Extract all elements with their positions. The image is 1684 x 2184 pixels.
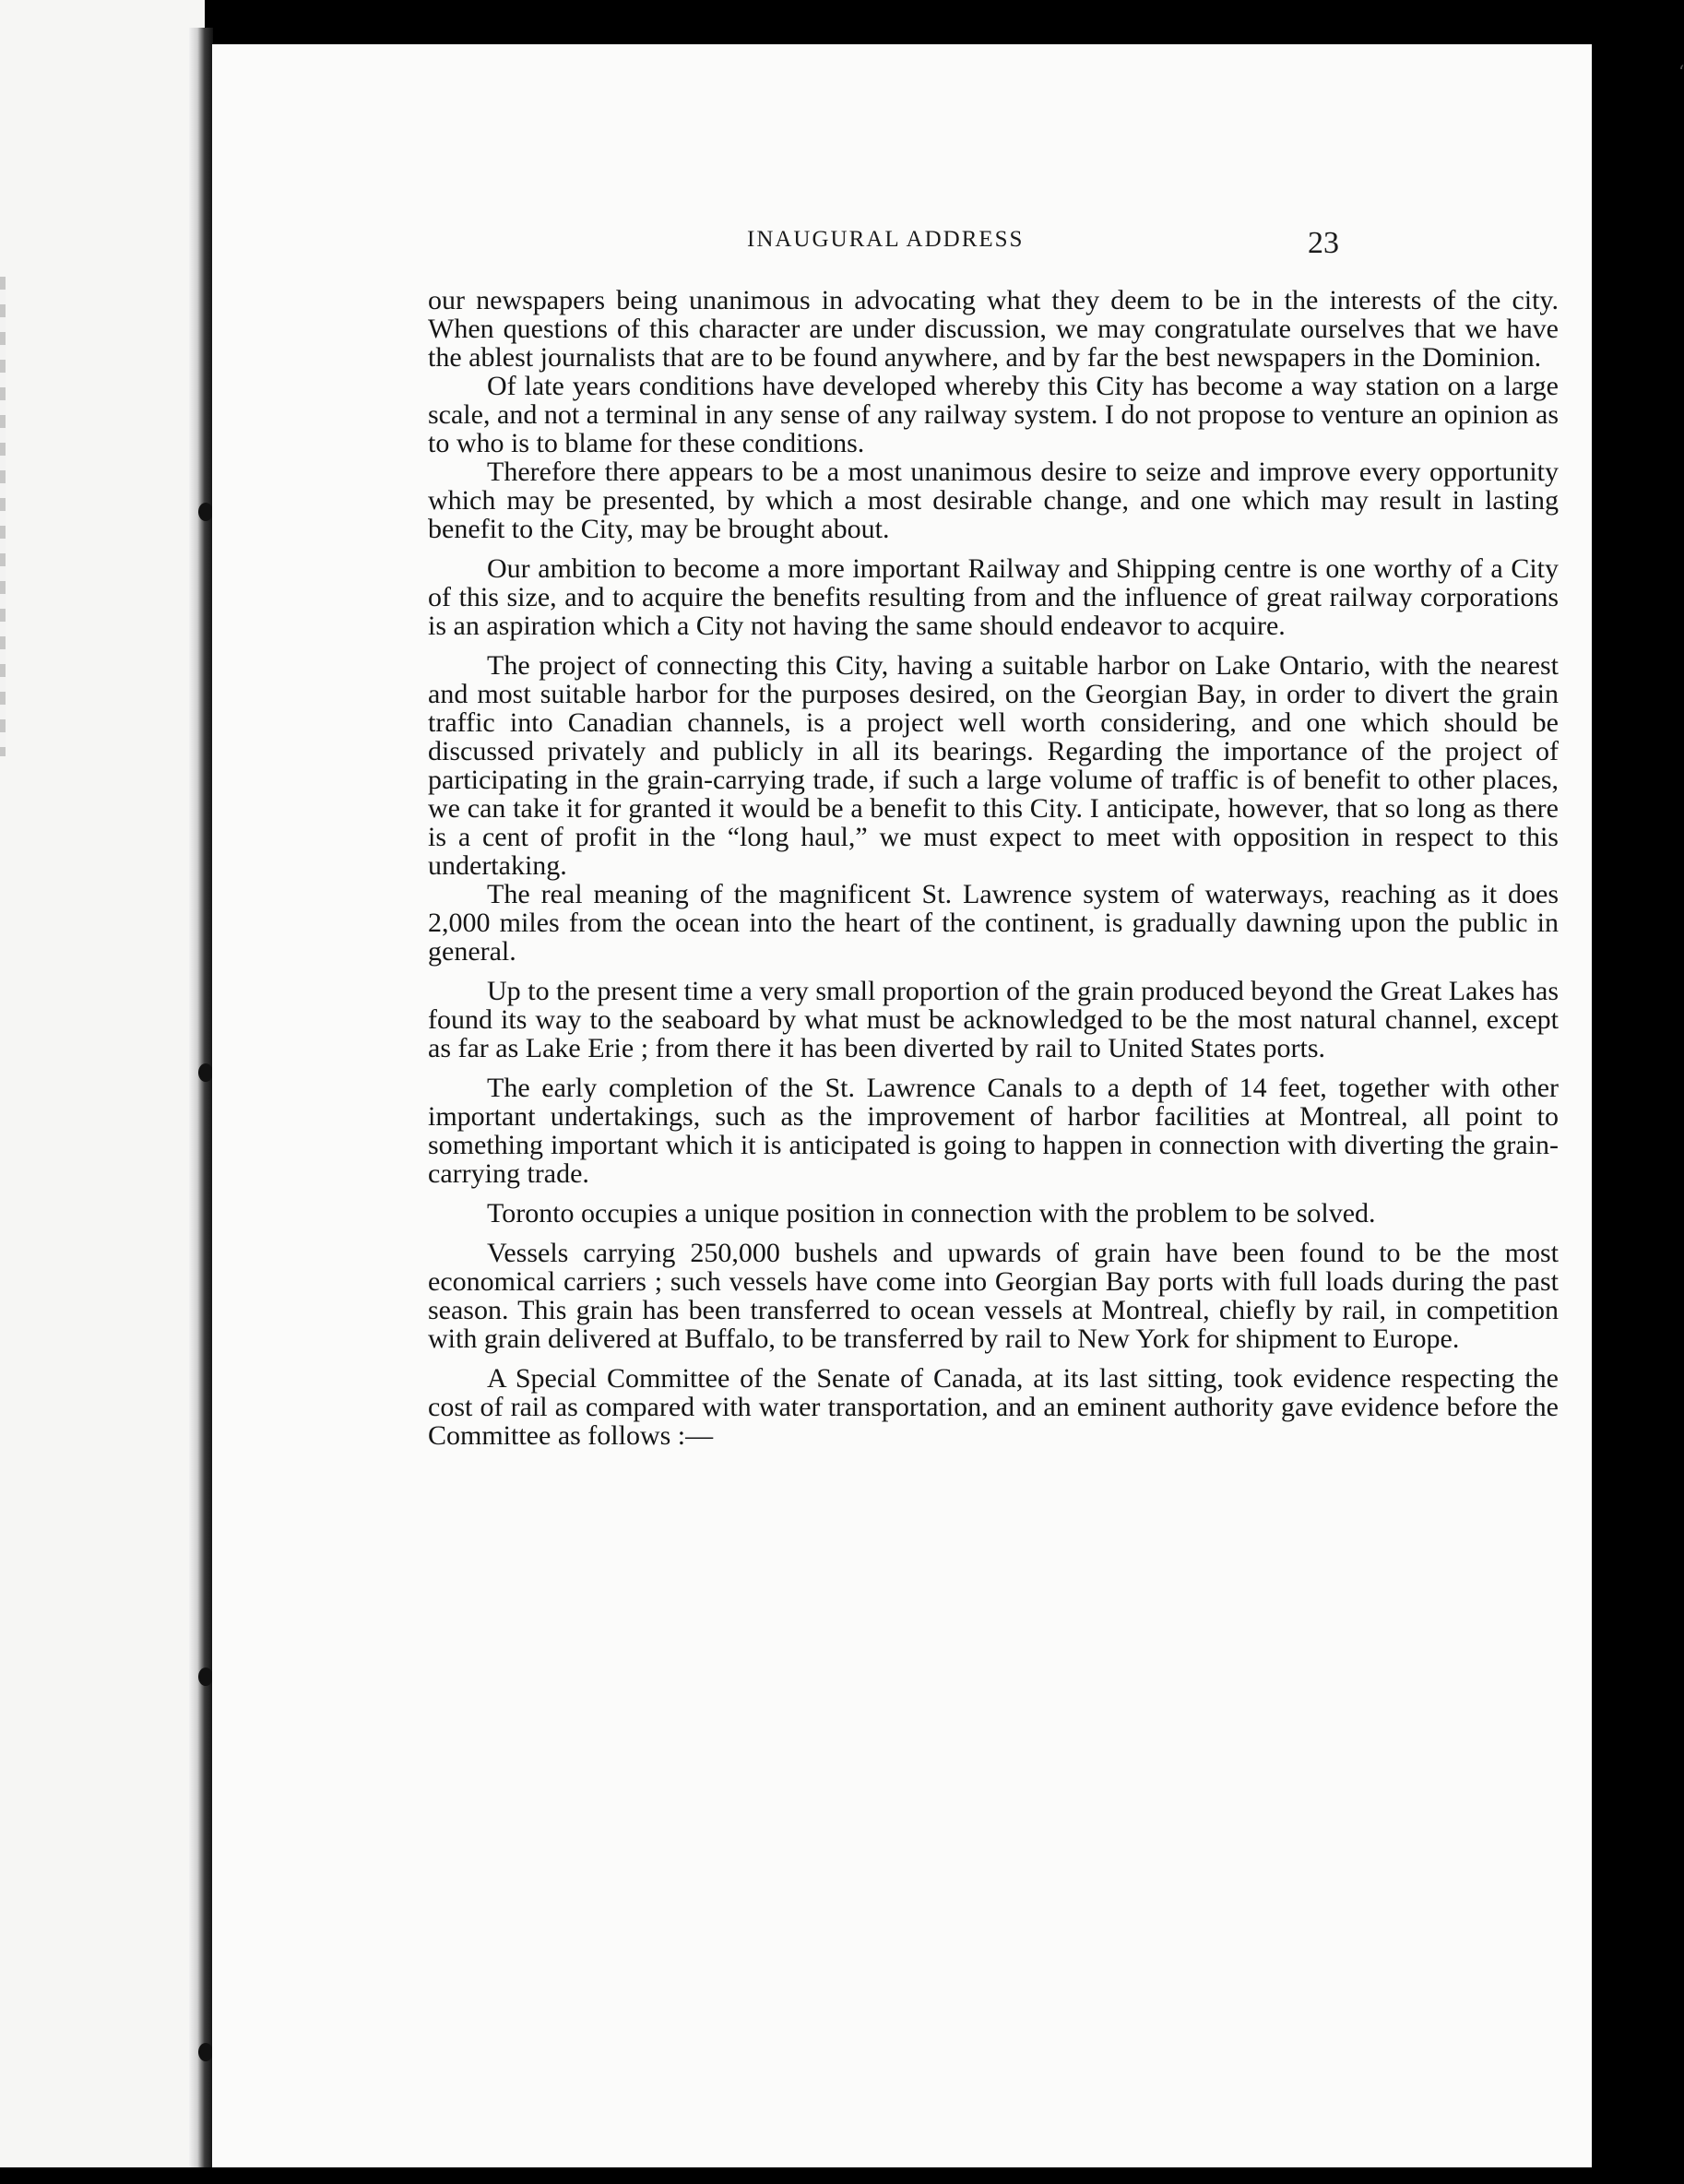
book-gutter	[189, 28, 213, 2167]
page-body	[428, 286, 1559, 1450]
paragraph: The real meaning of the magnificent St. Lawrence system of waterways, reaching as it does 2,000 miles from the ocean into the heart of the continent, is gradually dawning upon the public in general.	[428, 879, 1559, 967]
binding-stitch-mark	[198, 1063, 213, 1082]
paragraph: our newspapers being unanimous in advocating what they deem to be in the interests of the city. When questions of this character are under discussion, we may congratulate ourselves that we have the ablest journalists that are to be found anywhere, and by far the best newspapers in the Dominion.	[428, 285, 1559, 373]
running-head: INAUGURAL ADDRESS	[747, 227, 1025, 252]
paragraph: The project of connecting this City, having a suitable harbor on Lake Ontario, with the nearest and most suitable harbor for the purposes desired, on the Georgian Bay, in order to divert the grain traffic into Canadian channels, is a project well worth considering, and one which should be discussed privately and publicly in all its bearings. Regarding the importance of the project of participating in the grain-carrying trade, if such a large volume of traffic is of benefit to other places, we can take it for granted it would be a benefit to this City. I anticipate, however, that so long as there is a cent of profit in the “long haul,” we must expect to meet with opposition in respect to this undertaking.	[428, 650, 1559, 881]
page-header	[212, 227, 1592, 264]
paragraph: Up to the present time a very small proportion of the grain produced beyond the Great Lakes has found its way to the seaboard by what must be acknowledged to be the most natural channel, except as far as Lake Erie ; from there it has been diverted by rail to United States ports.	[428, 976, 1559, 1063]
facing-page-edge	[0, 0, 205, 2169]
binding-stitch-mark	[198, 2043, 213, 2061]
book-page	[212, 44, 1684, 2167]
paragraph: A Special Committee of the Senate of Canada, at its last sitting, took evidence respecting the cost of rail as compared with water transportation, and an eminent authority gave evidence before the Committee as follows :—	[428, 1363, 1559, 1451]
paragraph: Of late years conditions have developed whereby this City has become a way station on a large scale, and not a terminal in any sense of any railway system. I do not propose to venture an opinion as to who is to blame for these conditions.	[428, 371, 1559, 458]
facing-page-text-edge	[0, 277, 6, 756]
paragraph: Toronto occupies a unique position in connection with the problem to be solved.	[487, 1198, 1376, 1228]
scan-speck: ʻ	[1678, 61, 1684, 83]
paragraph: Our ambition to become a more important Railway and Shipping centre is one worthy of a City of this size, and to acquire the benefits resulting from and the influence of great railway corporations is an aspiration which a City not having the same should endeavor to acquire.	[428, 553, 1559, 641]
paragraph: The early completion of the St. Lawrence Canals to a depth of 14 feet, together with other important undertakings, such as the improvement of harbor facilities at Montreal, all point to something important which it is anticipated is going to happen in connection with diverting the grain-carrying trade.	[428, 1073, 1559, 1189]
scan-bottom-border	[0, 2167, 1601, 2184]
paragraph: Therefore there appears to be a most unanimous desire to seize and improve every opportunity which may be presented, by which a most desirable change, and one which may result in lasting benefit to the City, may be brought about.	[428, 457, 1559, 544]
binding-stitch-mark	[198, 503, 213, 521]
paragraph: Vessels carrying 250,000 bushels and upwards of grain have been found to be the most economical carriers ; such vessels have come into Georgian Bay ports with full loads during the past season. This grain has been transferred to ocean vessels at Montreal, chiefly by rail, in competition with grain delivered at Buffalo, to be transferred by rail to New York for shipment to Europe.	[428, 1238, 1559, 1354]
page-number: 23	[1308, 226, 1339, 260]
binding-stitch-mark	[198, 1668, 213, 1686]
